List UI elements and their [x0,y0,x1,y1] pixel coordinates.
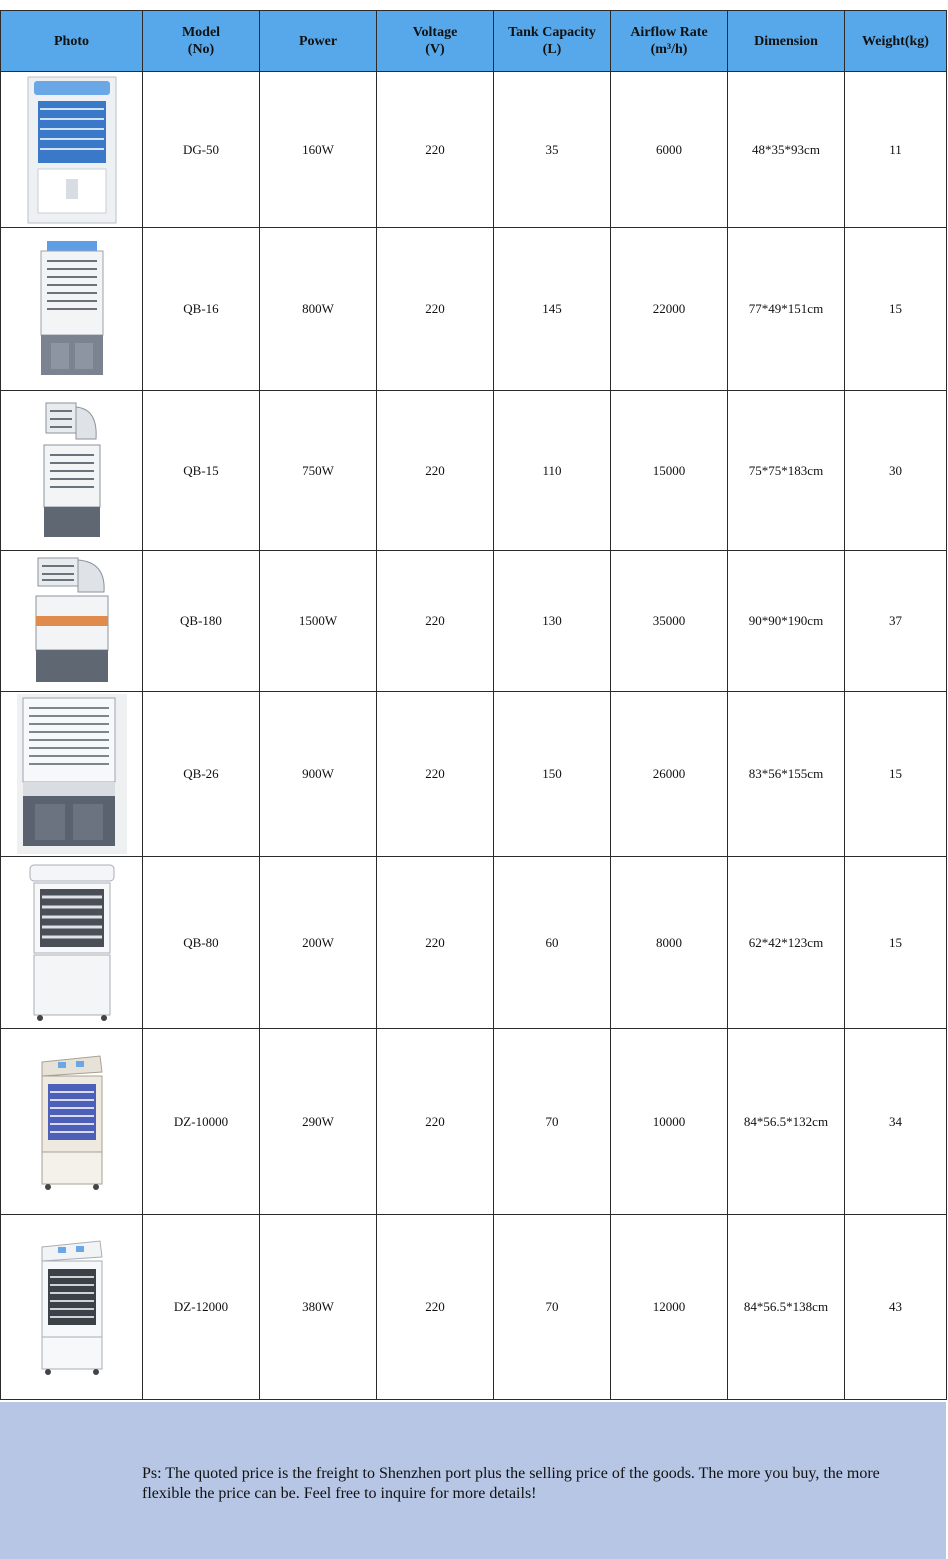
table-row [1,72,947,228]
cell-dimension: 75*75*183cm [728,391,845,551]
cell-tank: 145 [494,228,611,391]
cell-weight: 11 [845,72,947,228]
table-row [1,692,947,857]
cell-model: QB-80 [143,857,260,1029]
cell-tank: 150 [494,692,611,857]
cell-voltage: 220 [377,72,494,228]
cell-power: 800W [260,228,377,391]
product-photo [1,391,143,551]
page-top-strip [0,0,948,8]
cell-voltage: 220 [377,692,494,857]
air-cooler-dz12000-icon [36,1237,108,1377]
header-model-line1: Model [181,25,221,40]
cell-power: 290W [260,1029,377,1215]
air-cooler-qb16-icon [37,239,107,379]
product-photo [1,857,143,1029]
cell-weight: 37 [845,551,947,692]
cell-power: 200W [260,857,377,1029]
cell-weight: 30 [845,391,947,551]
air-cooler-qb26-icon [17,694,127,854]
cell-model: QB-15 [143,391,260,551]
header-photo: Photo [1,11,143,72]
cell-power: 1500W [260,551,377,692]
product-photo [1,1029,143,1215]
cell-power: 900W [260,692,377,857]
header-airflow-line1: Airflow Rate [630,25,708,40]
air-cooler-qb80-icon [26,863,118,1023]
cell-voltage: 220 [377,391,494,551]
cell-model: DZ-10000 [143,1029,260,1215]
product-spec-table [0,10,947,1400]
cell-dimension: 83*56*155cm [728,692,845,857]
header-voltage-line1: Voltage [412,25,458,40]
cell-airflow: 26000 [611,692,728,857]
header-power: Power [260,11,377,72]
cell-dimension: 84*56.5*132cm [728,1029,845,1215]
header-dimension: Dimension [728,11,845,72]
cell-weight: 15 [845,692,947,857]
cell-voltage: 220 [377,1215,494,1400]
header-airflow-line2: (m³/h) [650,42,688,57]
table-row [1,1215,947,1400]
product-photo [1,72,143,228]
cell-airflow: 6000 [611,72,728,228]
cell-airflow: 12000 [611,1215,728,1400]
header-voltage-line2: (V) [425,42,445,57]
cell-tank: 60 [494,857,611,1029]
table-row [1,228,947,391]
header-row [1,11,947,72]
header-airflow [611,11,728,72]
cell-airflow: 10000 [611,1029,728,1215]
cell-weight: 15 [845,857,947,1029]
cell-dimension: 90*90*190cm [728,551,845,692]
cell-airflow: 8000 [611,857,728,1029]
cell-airflow: 15000 [611,391,728,551]
footer-note: Ps: The quoted price is the freight to Shenzhen port plus the selling price of the goods. The more you buy, the more flexible the price can be. Feel free to inquire for more details! [142,1465,880,1502]
cell-weight: 34 [845,1029,947,1215]
cell-power: 750W [260,391,377,551]
air-cooler-qb180-icon [34,556,110,686]
cell-airflow: 35000 [611,551,728,692]
cell-airflow: 22000 [611,228,728,391]
header-model-line2: (No) [187,42,215,57]
air-cooler-dg50-icon [26,75,118,225]
cell-power: 160W [260,72,377,228]
air-cooler-qb15-icon [40,401,104,541]
cell-model: QB-16 [143,228,260,391]
cell-dimension: 62*42*123cm [728,857,845,1029]
product-photo [1,1215,143,1400]
table-row [1,1029,947,1215]
cell-voltage: 220 [377,1029,494,1215]
footer-note-panel [0,1402,946,1559]
table-row [1,551,947,692]
table-row [1,857,947,1029]
header-tank [494,11,611,72]
cell-dimension: 84*56.5*138cm [728,1215,845,1400]
cell-model: DZ-12000 [143,1215,260,1400]
cell-model: QB-26 [143,692,260,857]
cell-tank: 130 [494,551,611,692]
product-photo [1,692,143,857]
cell-dimension: 77*49*151cm [728,228,845,391]
cell-voltage: 220 [377,551,494,692]
cell-model: QB-180 [143,551,260,692]
product-photo [1,551,143,692]
cell-model: DG-50 [143,72,260,228]
header-tank-line2: (L) [542,42,562,57]
header-tank-line1: Tank Capacity [508,25,596,40]
header-model [143,11,260,72]
cell-weight: 15 [845,228,947,391]
table-row [1,391,947,551]
cell-tank: 110 [494,391,611,551]
product-photo [1,228,143,391]
cell-dimension: 48*35*93cm [728,72,845,228]
header-voltage [377,11,494,72]
cell-tank: 70 [494,1215,611,1400]
cell-weight: 43 [845,1215,947,1400]
cell-voltage: 220 [377,228,494,391]
cell-voltage: 220 [377,857,494,1029]
air-cooler-dz10000-icon [36,1052,108,1192]
cell-power: 380W [260,1215,377,1400]
cell-tank: 35 [494,72,611,228]
header-weight: Weight(kg) [845,11,947,72]
cell-tank: 70 [494,1029,611,1215]
